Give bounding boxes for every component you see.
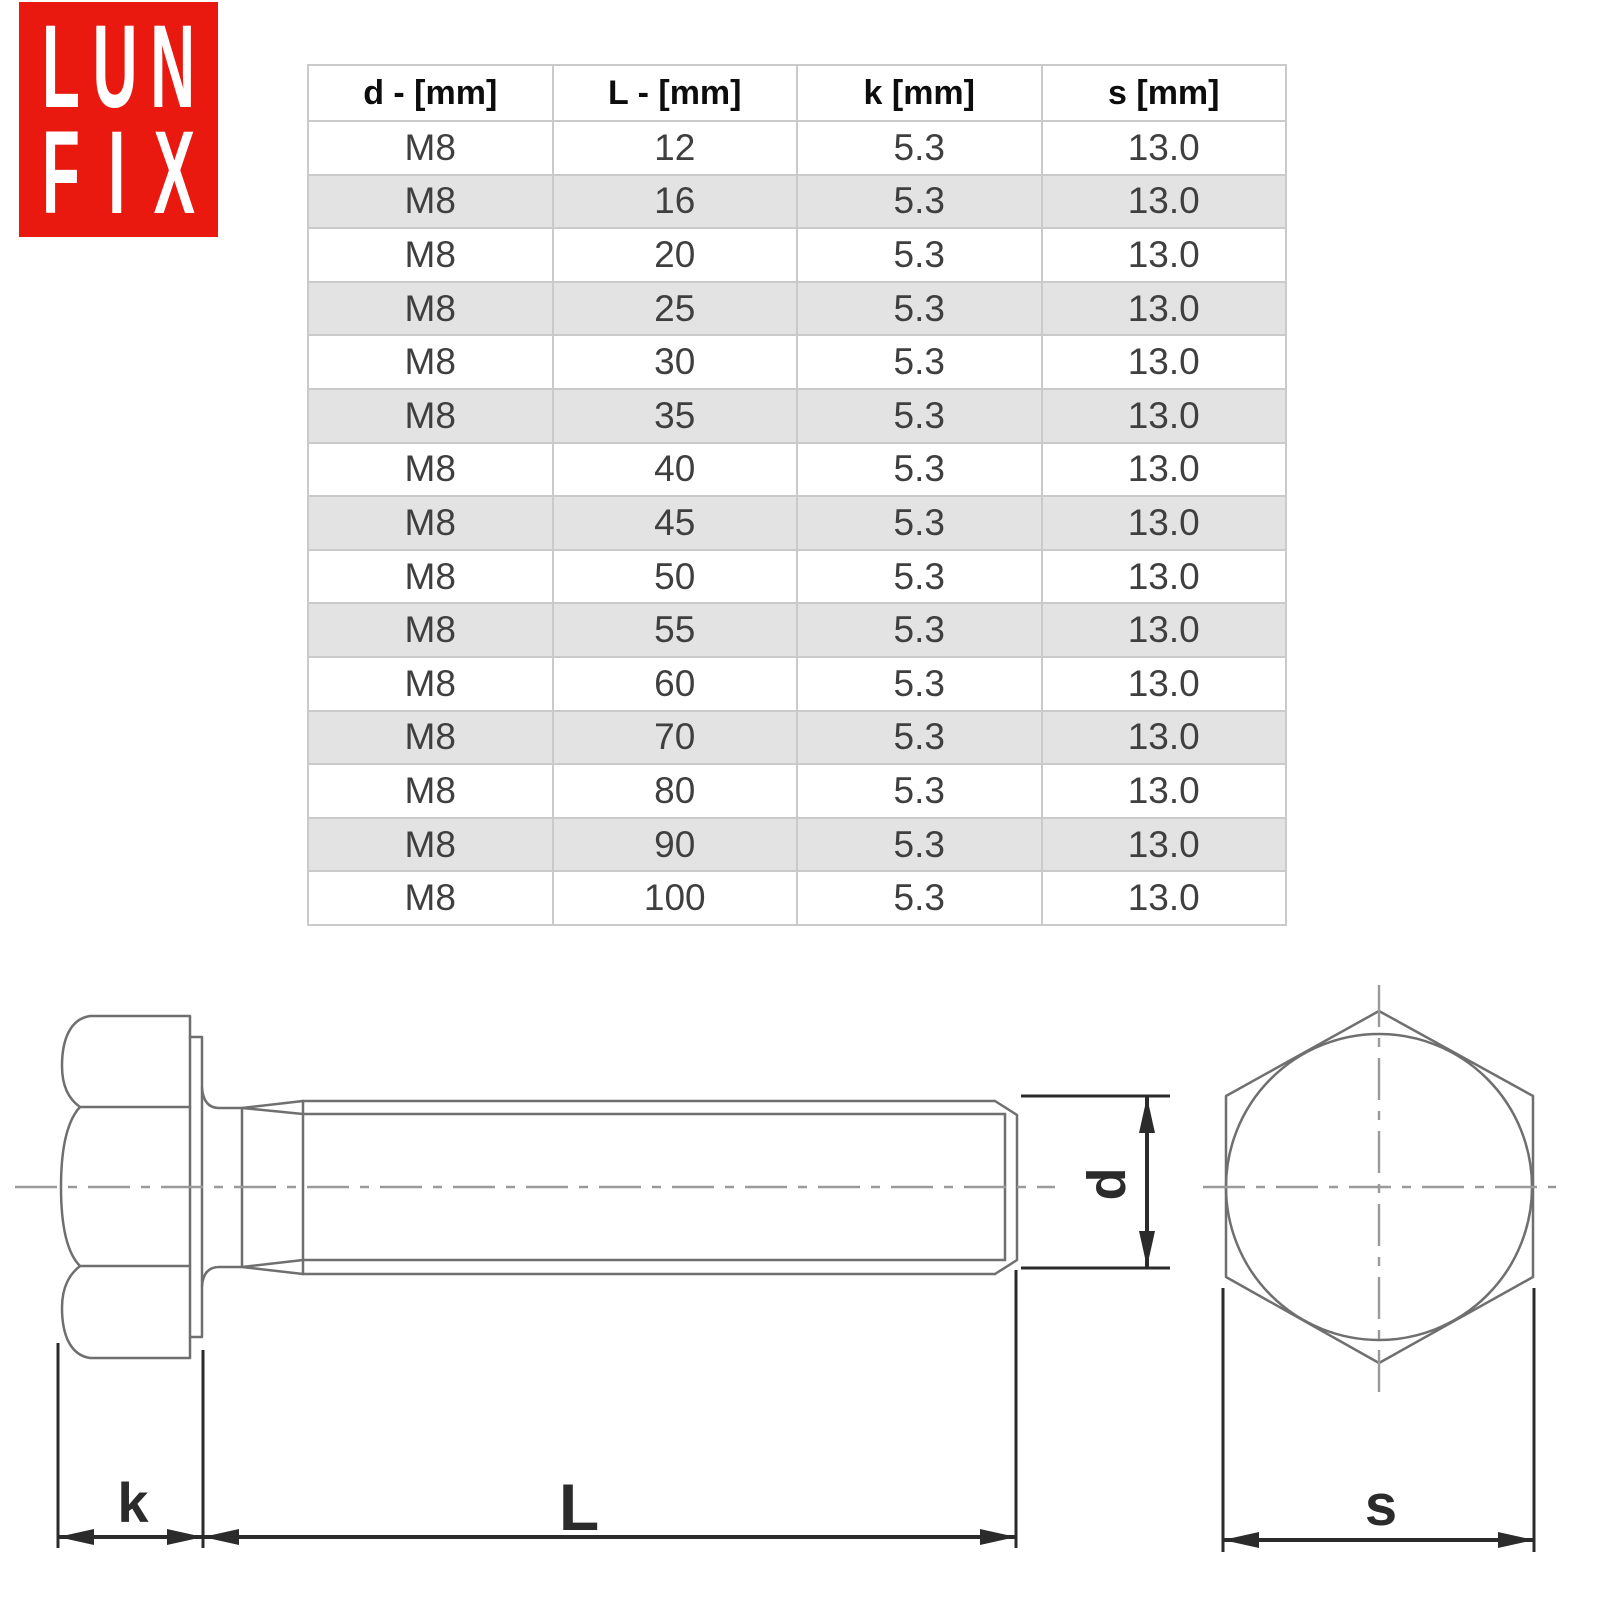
spec-cell: 13.0 [1042, 764, 1287, 818]
spec-cell: 70 [553, 711, 798, 765]
spec-cell: M8 [308, 818, 553, 872]
spec-cell: M8 [308, 121, 553, 175]
spec-cell: M8 [308, 335, 553, 389]
spec-cell: 13.0 [1042, 818, 1287, 872]
k-arrow-left [58, 1529, 94, 1545]
bolt-end-view [1203, 985, 1556, 1392]
dim-label-k: k [117, 1471, 149, 1534]
spec-cell: 60 [553, 657, 798, 711]
spec-cell: M8 [308, 550, 553, 604]
spec-cell: M8 [308, 175, 553, 229]
bolt-side-view [15, 1016, 1055, 1358]
s-arrow-left [1223, 1532, 1259, 1548]
d-arrow-bottom [1139, 1231, 1155, 1267]
l-arrow-left [203, 1529, 239, 1545]
dim-label-d: d [1077, 1167, 1137, 1201]
spec-cell: 5.3 [797, 818, 1042, 872]
logo-line-2: FIX [42, 106, 195, 237]
spec-cell: M8 [308, 282, 553, 336]
spec-cell: 12 [553, 121, 798, 175]
k-arrow-right [167, 1529, 203, 1545]
spec-cell: 5.3 [797, 335, 1042, 389]
shank-bottom-edge [202, 1267, 242, 1286]
spec-cell: 13.0 [1042, 175, 1287, 229]
spec-cell: M8 [308, 389, 553, 443]
thread-runout-bottom [242, 1260, 303, 1274]
column-header: s [mm] [1042, 65, 1287, 121]
column-header: k [mm] [797, 65, 1042, 121]
spec-cell: M8 [308, 496, 553, 550]
l-arrow-right [980, 1529, 1016, 1545]
spec-cell: 13.0 [1042, 389, 1287, 443]
spec-cell: M8 [308, 603, 553, 657]
dim-label-l: L [558, 1470, 600, 1544]
spec-cell: 13.0 [1042, 335, 1287, 389]
shank-top-edge [202, 1088, 242, 1108]
spec-cell: M8 [308, 711, 553, 765]
spec-cell: 55 [553, 603, 798, 657]
spec-cell: 40 [553, 443, 798, 497]
spec-cell: 5.3 [797, 389, 1042, 443]
spec-cell: 5.3 [797, 496, 1042, 550]
spec-cell: 90 [553, 818, 798, 872]
spec-cell: M8 [308, 443, 553, 497]
spec-cell: 5.3 [797, 175, 1042, 229]
column-header: L - [mm] [553, 65, 798, 121]
spec-cell: 5.3 [797, 764, 1042, 818]
spec-cell: 100 [553, 871, 798, 925]
spec-cell: M8 [308, 871, 553, 925]
d-arrow-top [1139, 1097, 1155, 1133]
spec-cell: 13.0 [1042, 443, 1287, 497]
spec-cell: 13.0 [1042, 121, 1287, 175]
spec-cell: 50 [553, 550, 798, 604]
spec-cell: 13.0 [1042, 657, 1287, 711]
spec-cell: 5.3 [797, 657, 1042, 711]
spec-cell: 13.0 [1042, 871, 1287, 925]
thread-runout-top [242, 1101, 303, 1114]
spec-cell: 25 [553, 282, 798, 336]
spec-cell: 20 [553, 228, 798, 282]
spec-cell: 5.3 [797, 550, 1042, 604]
spec-cell: 5.3 [797, 871, 1042, 925]
column-header: d - [mm] [308, 65, 553, 121]
spec-cell: 13.0 [1042, 550, 1287, 604]
spec-cell: 5.3 [797, 443, 1042, 497]
spec-cell: 13.0 [1042, 603, 1287, 657]
spec-cell: 35 [553, 389, 798, 443]
spec-cell: M8 [308, 228, 553, 282]
spec-cell: M8 [308, 764, 553, 818]
dim-label-s: s [1364, 1473, 1398, 1538]
spec-cell: 5.3 [797, 711, 1042, 765]
spec-cell: 5.3 [797, 228, 1042, 282]
spec-cell: 5.3 [797, 603, 1042, 657]
spec-cell: 13.0 [1042, 496, 1287, 550]
spec-cell: 30 [553, 335, 798, 389]
s-arrow-right [1498, 1532, 1534, 1548]
spec-cell: M8 [308, 657, 553, 711]
spec-cell: 13.0 [1042, 228, 1287, 282]
spec-cell: 13.0 [1042, 711, 1287, 765]
spec-cell: 45 [553, 496, 798, 550]
spec-cell: 16 [553, 175, 798, 229]
spec-cell: 5.3 [797, 282, 1042, 336]
logo-line-1: LUN [42, 2, 195, 133]
spec-cell: 13.0 [1042, 282, 1287, 336]
spec-cell: 80 [553, 764, 798, 818]
spec-cell: 5.3 [797, 121, 1042, 175]
